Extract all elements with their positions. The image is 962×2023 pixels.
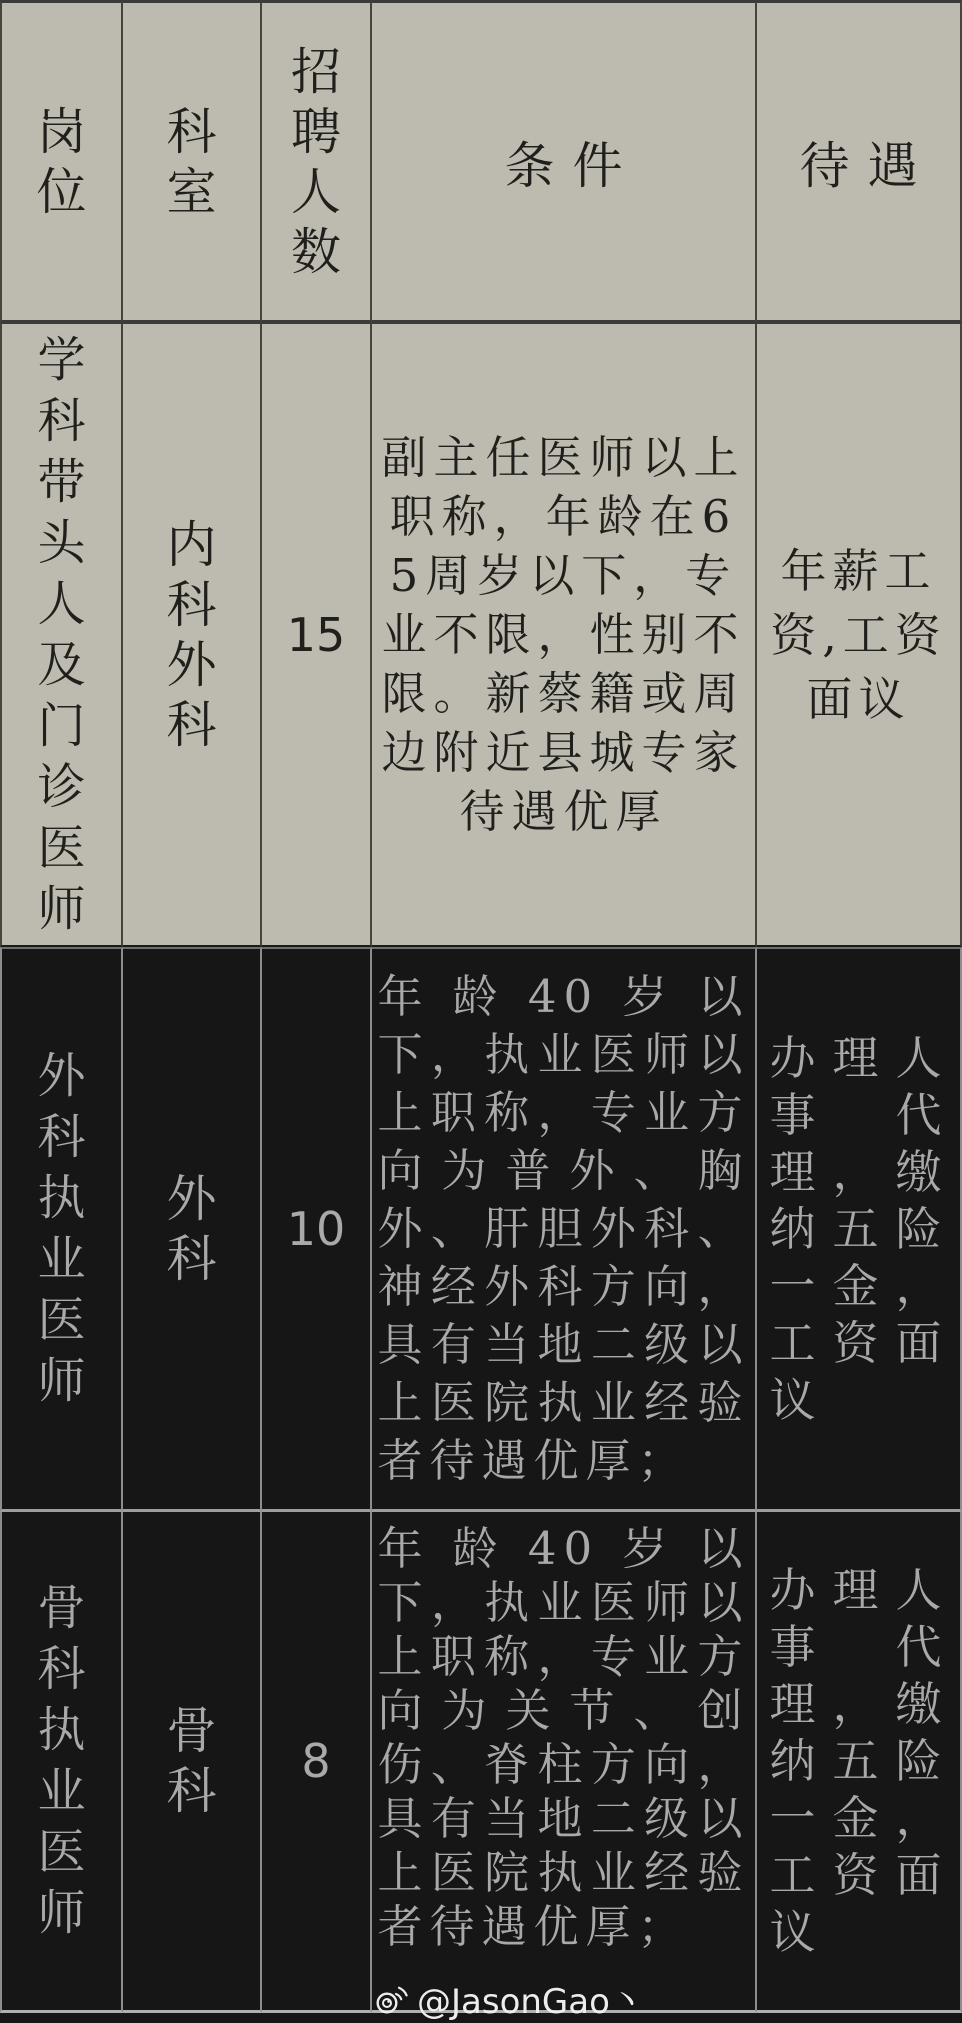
row2-department: 外科 [166, 1170, 217, 1288]
row1-conditions-cell [372, 324, 757, 947]
row3-position-cell [0, 1512, 123, 2013]
row3-conditions: 年龄40岁以下，执业医师以上职称，专业方向为关节、创伤、脊柱方向，具有当地二级以上医院执业经验者待遇优厚； [377, 1522, 750, 1953]
header-recruit-count-label: 招聘人数 [291, 42, 341, 281]
row3-count: 8 [301, 1734, 331, 1788]
watermark [374, 1974, 644, 2023]
header-treatment-label: 待遇 [799, 136, 936, 195]
weibo-icon [374, 1983, 410, 2015]
row2-conditions-cell [372, 947, 757, 1512]
row2-department-cell [123, 947, 262, 1512]
row1-department: 内科外科 [166, 515, 217, 754]
header-conditions-label: 条件 [504, 136, 641, 195]
row3-department-cell [123, 1512, 262, 2013]
header-cell-department [123, 0, 262, 324]
row1-count-cell [262, 324, 372, 947]
watermark-handle: @JasonGao丶 [417, 1982, 644, 2022]
row3-treatment: 办理人事代理，缴纳五险一金，工资面议 [769, 1562, 948, 1959]
header-cell-treatment [757, 0, 962, 324]
row1-position: 学科带头人及门诊医师 [37, 331, 86, 937]
row3-count-cell [262, 1512, 372, 2013]
header-department-label: 科室 [166, 102, 217, 221]
row3-treatment-cell [757, 1512, 962, 2013]
row2-position-cell [0, 947, 123, 1512]
row2-treatment-cell [757, 947, 962, 1512]
row1-treatment-cell [757, 324, 962, 947]
header-cell-recruit-count [262, 0, 372, 324]
row3-conditions-cell [372, 1512, 757, 2013]
row2-conditions: 年龄40岁以下，执业医师以上职称，专业方向为普外、胸外、肝胆外科、神经外科方向，具有当地二级以上医院执业经验者待遇优厚； [377, 970, 750, 1487]
row1-treatment: 年薪工资,工资面议 [770, 543, 947, 726]
row1-department-cell [123, 324, 262, 947]
row1-count: 15 [286, 607, 346, 662]
row3-department: 骨科 [166, 1702, 217, 1820]
header-cell-position [0, 0, 123, 324]
row1-conditions: 副主任医师以上职称，年龄在65周岁以下，专业不限，性别不限。新蔡籍或周边附近县城专家待遇优厚 [381, 431, 746, 838]
row2-position: 外科执业医师 [37, 1048, 86, 1409]
row2-treatment: 办理人事代理，缴纳五险一金，工资面议 [769, 1030, 948, 1427]
header-cell-conditions [372, 0, 757, 324]
row2-count-cell [262, 947, 372, 1512]
header-position-label: 岗位 [36, 102, 87, 221]
row2-count: 10 [286, 1202, 346, 1256]
row1-position-cell [0, 324, 123, 947]
row3-position: 骨科执业医师 [37, 1580, 86, 1941]
